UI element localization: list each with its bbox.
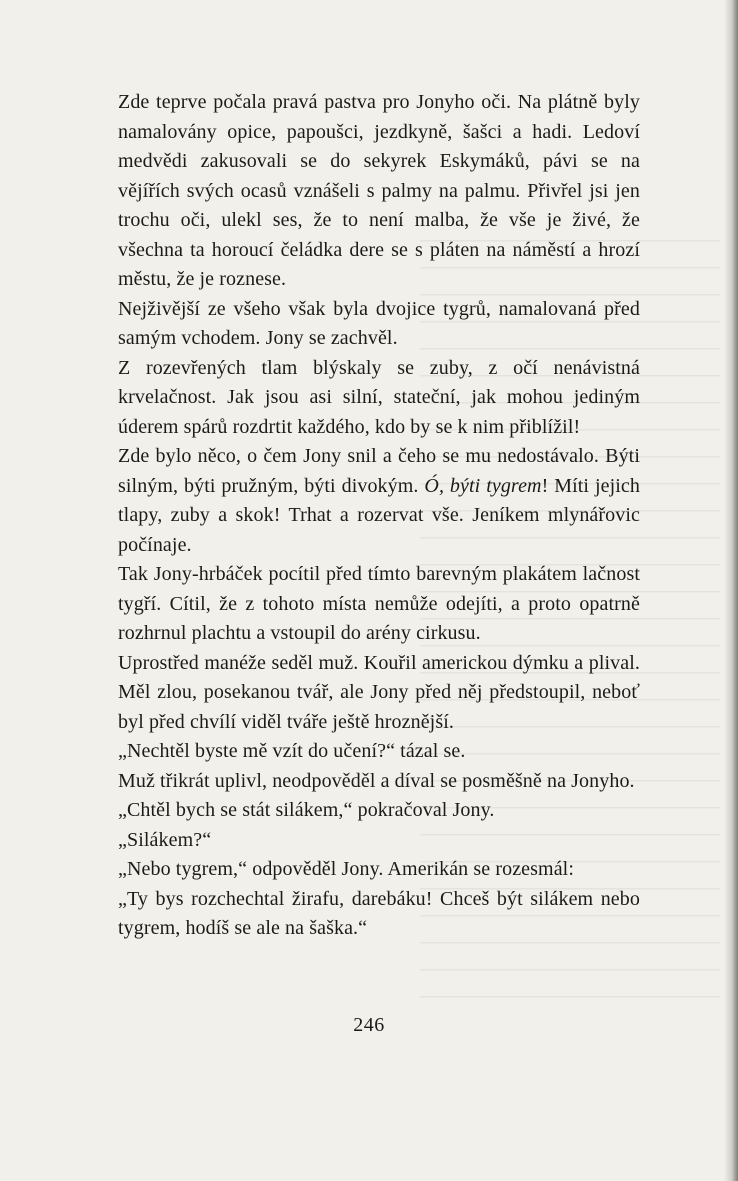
paragraph-3: Z rozevřených tlam blýskaly se zuby, z očí nenávistná krvelačnost. Jak jsou asi silní, stateční, jak mohou jediným úderem spárů rozdrtit každého, kdo by se k nim přiblížil! <box>118 356 640 438</box>
page-edge-shadow <box>724 0 738 1181</box>
paragraph-2: Nejživější ze všeho však byla dvojice tygrů, namalovaná před samým vchodem. Jony se zachvěl. <box>118 297 640 349</box>
paragraph-11: „Nebo tygrem,“ odpověděl Jony. Amerikán se rozesmál: <box>118 858 574 880</box>
paragraph-8: Muž třikrát uplivl, neodpověděl a díval se posměšně na Jonyho. <box>118 769 635 792</box>
paragraph-5: Tak Jony-hrbáček pocítil před tímto barevným plakátem lačnost tygří. Cítil, že z tohoto místa nemůže odejíti, a proto opatrně rozhrnul plachtu a vstoupil do arény cirkusu. <box>118 563 640 644</box>
paragraph-7: „Nechtěl byste mě vzít do učení?“ tázal se. <box>118 740 466 762</box>
page-number: 246 <box>353 1014 385 1036</box>
paragraph-6: Uprostřed manéže seděl muž. Kouřil americkou dýmku a plival. Měl zlou, posekanou tvář, ale Jony před něj předstoupil, neboť byl před chvílí viděl tváře ještě hroznější. <box>118 651 640 733</box>
italic-phrase: Ó, býti tygrem <box>424 474 542 497</box>
paragraph-4-tail: ! Míti jejich tlapy, zuby a skok! Trhat a rozervat vše. Jeníkem mlynářovic počínaje. <box>118 474 640 556</box>
paragraph-4-text: Zde bylo něco, o čem Jony snil a čeho se mu nedostávalo. Býti silným, býti pružným, býti divokým. <box>118 445 640 497</box>
paragraph-9: „Chtěl bych se stát silákem,“ pokračoval Jony. <box>118 799 495 821</box>
paragraph-1: Zde teprve počala pravá pastva pro Jonyho oči. Na plátně byly namalovány opice, papoušci, jezdkyně, šašci a hadi. Ledoví medvědi zakusovali se do sekyrek Eskymáků, pávi se na vějířích svých ocasů vznášeli s palmy na palmu. Přivřel jsi jen trochu oči, ulekl ses, že to není malba, že vše je živé, že všechna ta horoucí čeládka dere se s pláten na náměstí a hrozí městu, že je roznese. <box>118 91 640 290</box>
paragraph-10: „Silákem?“ <box>118 828 212 851</box>
paragraph-12: „Ty bys rozchechtal žirafu, darebáku! Chceš být silákem nebo tygrem, hodíš se ale na šaška.“ <box>118 887 640 939</box>
body-text <box>118 88 640 944</box>
paragraph-4 <box>118 442 640 560</box>
